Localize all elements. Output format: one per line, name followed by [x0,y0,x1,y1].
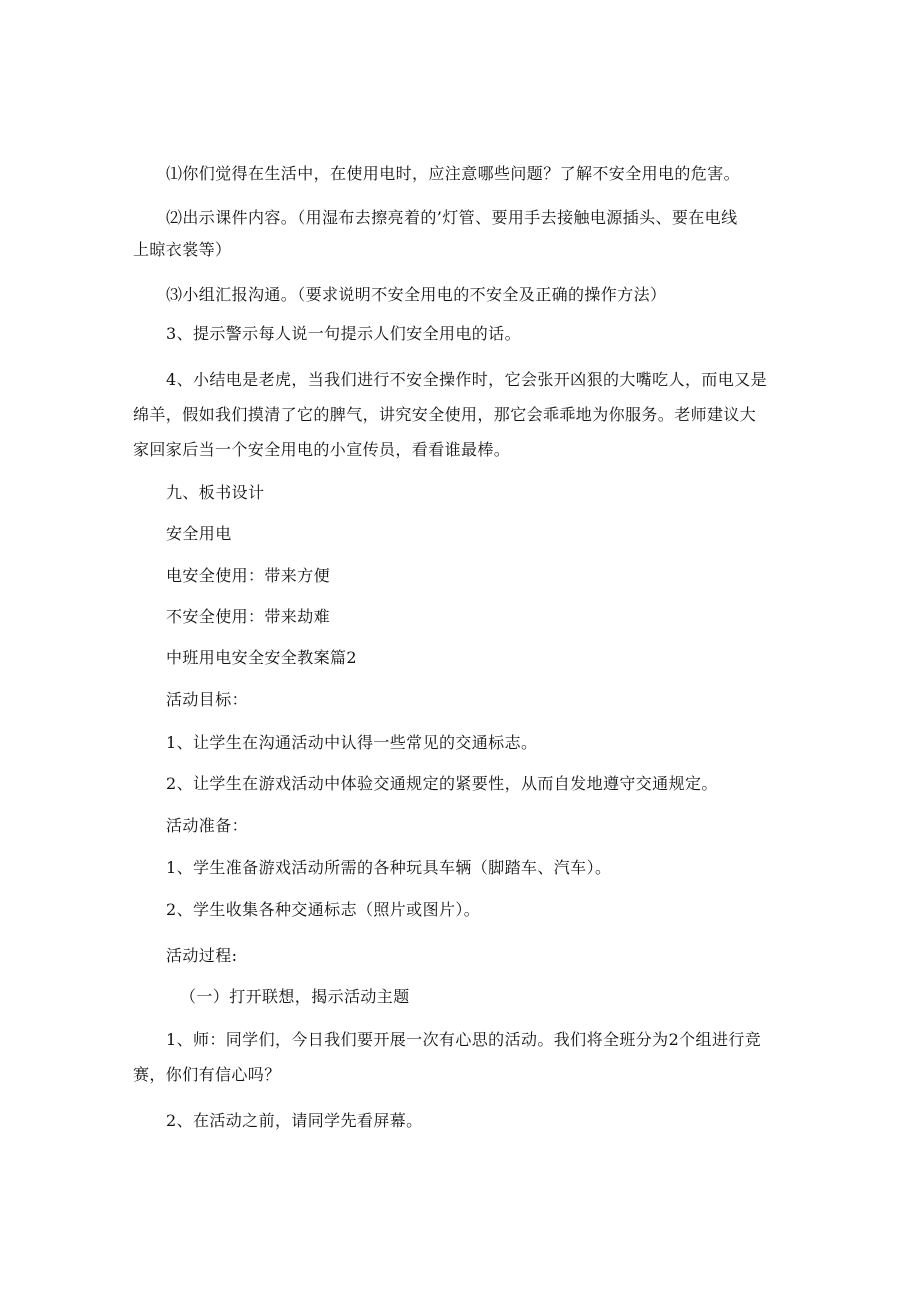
text-line: 绵羊，假如我们摸清了它的脾气，讲究安全使用，那它会乖乖地为你服务。老师建议大 [133,405,757,424]
text-line: ⑶小组汇报沟通。（要求说明不安全用电的不安全及正确的操作方法） [166,285,667,304]
text-line: 1、让学生在沟通活动中认得一些常见的交通标志。 [166,733,538,752]
section-heading: 活动准备： [166,816,249,835]
text-line: 安全用电 [166,524,232,543]
text-line: 赛，你们有信心吗？ [133,1065,281,1084]
section-heading: 九、板书设计 [166,483,265,502]
text-line: 2、让学生在游戏活动中体验交通规定的紧要性，从而自发地遵守交通规定。 [166,774,718,793]
section-heading: 活动目标： [166,690,249,709]
text-line: 1、师：同学们，今日我们要开展一次有心思的活动。我们将全班分为2个组进行竞 [166,1030,762,1049]
text-line: 电安全使用：带来方便 [166,566,331,585]
section-heading: 活动过程: [166,946,238,965]
text-line: 1、学生准备游戏活动所需的各种玩具车辆（脚踏车、汽车）。 [166,858,612,877]
text-line: 3、提示警示每人说一句提示人们安全用电的话。 [166,324,521,343]
text-line: ⑴你们觉得在生活中，在使用电时，应注意哪些问题？了解不安全用电的危害。 [166,164,741,183]
section-heading: 中班用电安全安全教案篇2 [166,648,357,667]
text-line: 2、在活动之前，请同学先看屏幕。 [166,1111,423,1130]
text-line: 4、小结电是老虎，当我们进行不安全操作时，它会张开凶狠的大嘴吃人，而电又是 [166,370,767,389]
text-line: ⑵出示课件内容。（用湿布去擦亮着的’灯管、要用手去接触电源插头、要在电线 [166,208,738,227]
text-line: 上晾衣裳等） [133,240,232,259]
text-line: 不安全使用：带来劫难 [166,607,331,626]
subsection-heading: （一）打开联想，揭示活动主题 [180,987,410,1006]
text-line: 家回家后当一个安全用电的小宣传员，看看谁最棒。 [133,440,511,459]
text-line: 2、学生收集各种交通标志（照片或图片）。 [166,900,481,919]
